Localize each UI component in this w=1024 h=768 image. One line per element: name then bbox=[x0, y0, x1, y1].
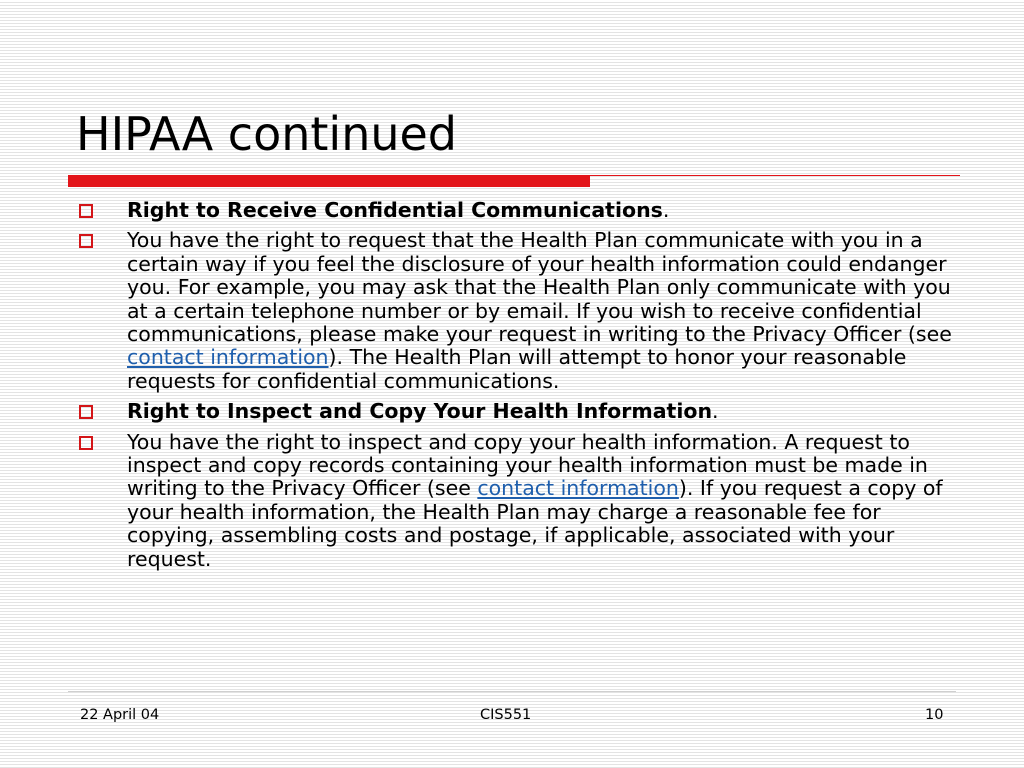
bullet-item bbox=[76, 431, 956, 571]
slide-title: HIPAA continued bbox=[76, 107, 458, 161]
bullet-list bbox=[76, 199, 956, 578]
bullet-heading-suffix: . bbox=[712, 399, 719, 424]
bullet-text: You have the right to inspect and copy your health information. A request to inspect and copy records containing your health information must be made in writing to the Privacy Officer (see bbox=[127, 429, 928, 501]
footer-course: CIS551 bbox=[480, 707, 532, 723]
bullet-item bbox=[76, 400, 956, 423]
bullet-heading: Right to Inspect and Copy Your Health Information bbox=[127, 399, 713, 424]
bullet-heading: Right to Receive Confidential Communications bbox=[127, 198, 663, 222]
bullet-item bbox=[76, 199, 956, 222]
hollow-square-bullet-icon bbox=[79, 436, 93, 450]
footer-divider bbox=[68, 691, 956, 692]
title-underline-thick bbox=[68, 175, 590, 187]
bullet-text: ). If you request a copy of your health information, the Health Plan may charge a reasonable fee for copying, assembling costs and postage, if applicable, associated with your request. bbox=[127, 476, 943, 571]
contact-information-link[interactable]: contact information bbox=[127, 345, 329, 370]
contact-information-link[interactable]: contact information bbox=[477, 476, 679, 501]
hollow-square-bullet-icon bbox=[79, 204, 93, 218]
bullet-heading-suffix: . bbox=[662, 198, 670, 222]
bullet-item bbox=[76, 229, 956, 393]
footer-date: 22 April 04 bbox=[80, 707, 160, 723]
hollow-square-bullet-icon bbox=[79, 234, 93, 248]
title-underline-thin bbox=[590, 175, 960, 176]
hollow-square-bullet-icon bbox=[79, 405, 93, 419]
bullet-text: You have the right to request that the Health Plan communicate with you in a certain way if you feel the disclosure of your health information could endanger you. For example, you may ask that the Health Plan only communicate with you at a certain telephone number or by email. If you wish to receive confidential communications, please make your request in writing to the Privacy Officer (see bbox=[127, 228, 952, 347]
bullet-text: ). The Health Plan will attempt to honor your reasonable requests for confidential communications. bbox=[127, 345, 907, 393]
footer-page-number: 10 bbox=[925, 707, 944, 723]
